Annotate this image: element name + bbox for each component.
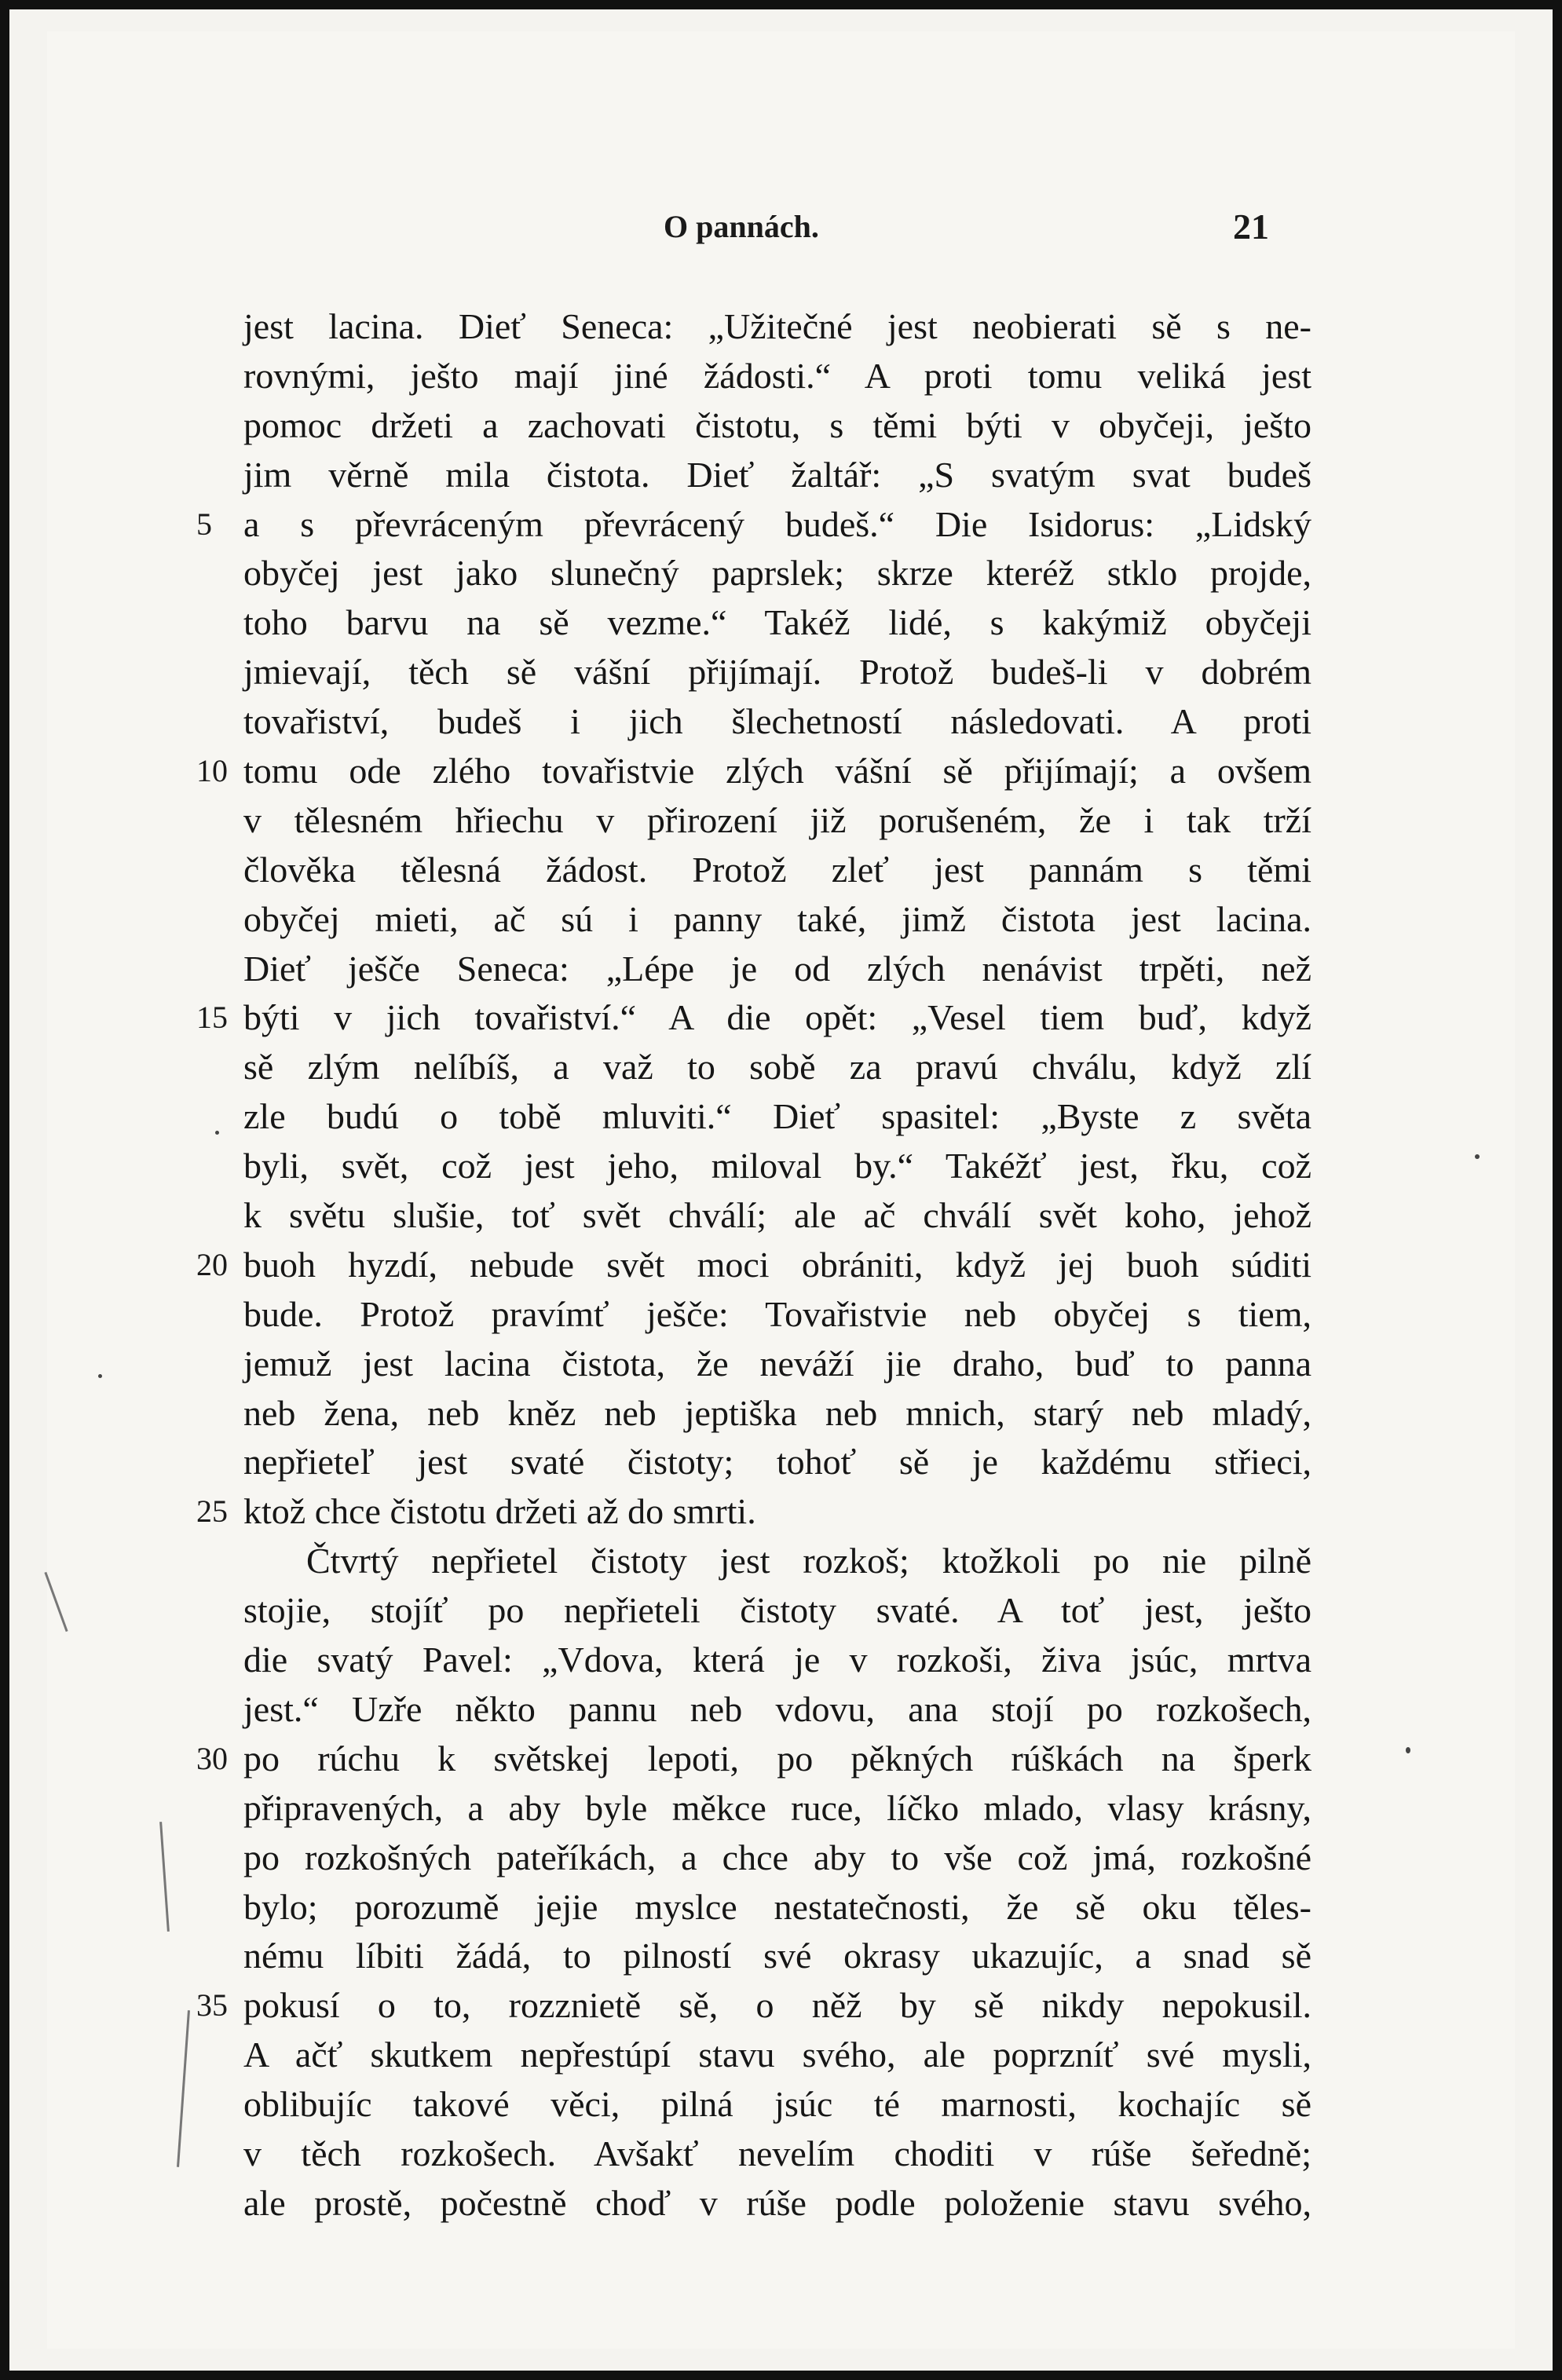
text-line	[243, 352, 1311, 401]
text-line	[243, 2179, 1311, 2228]
text-line	[243, 401, 1311, 451]
text-line	[243, 598, 1311, 648]
running-head: O pannách.	[664, 209, 819, 244]
text-line	[243, 697, 1311, 747]
line-text: Čtvrtý nepřietel čistoty jest rozkoš; ktožkoli po nie pilně	[306, 1541, 1311, 1581]
text-line	[243, 1833, 1311, 1883]
text-line	[196, 993, 1311, 1043]
text-line	[243, 2031, 1311, 2080]
line-number: 25	[196, 1493, 228, 1530]
text-line	[196, 1487, 1311, 1537]
line-text: býti v jich tovařiství.“ A die opět: „Vesel tiem buď, když	[243, 997, 1311, 1038]
line-text: neb žena, neb kněz neb jeptiška neb mnich, starý neb mladý,	[243, 1392, 1311, 1433]
line-text: Dieť ješče Seneca: „Lépe je od zlých nenávist trpěti, než	[243, 948, 1311, 989]
line-text: die svatý Pavel: „Vdova, která je v rozkoši, živa jsúc, mrtva	[243, 1640, 1311, 1680]
body-text	[196, 302, 1311, 2228]
text-line	[243, 1092, 1311, 1142]
text-line	[243, 2080, 1311, 2130]
line-text: v tělesném hřiechu v přirození již porušeném, že i tak trží	[243, 799, 1311, 840]
line-text: jmievají, těch sě vášní přijímají. Protož budeš-li v dobrém	[243, 652, 1311, 693]
line-text: buoh hyzdí, nebude svět moci obrániti, když jej buoh súditi	[243, 1244, 1311, 1285]
line-text: jest lacina. Dieť Seneca: „Užitečné jest neobierati sě s ne-	[243, 306, 1311, 346]
line-text: k světu slušie, toť svět chválí; ale ač chválí svět koho, jehož	[243, 1195, 1311, 1236]
text-line	[243, 1340, 1311, 1389]
text-line	[243, 1685, 1311, 1735]
line-text: jim věrně mila čistota. Dieť žaltář: „S svatým svat budeš	[243, 454, 1311, 495]
line-text: stojie, stojíť po nepřieteli čistoty svaté. A toť jest, ješto	[243, 1590, 1311, 1631]
line-text: pokusí o to, rozznietě sě, o něž by sě nikdy nepokusil.	[243, 1985, 1311, 2026]
text-line	[243, 1932, 1311, 1981]
line-text: obyčej mieti, ač sú i panny také, jimž čistota jest lacina.	[243, 898, 1311, 939]
line-number: 20	[196, 1246, 228, 1282]
line-text: obyčej jest jako slunečný paprslek; skrze kteréž stklo projde,	[243, 553, 1311, 594]
line-text: bylo; porozumě jejie myslce nestatečnosti, že sě oku těles-	[243, 1886, 1311, 1927]
line-text: zle budú o tobě mluviti.“ Dieť spasitel: „Byste z světa	[243, 1096, 1311, 1137]
line-text: A ačť skutkem nepřestúpí stavu svého, ale poprzníť své mysli,	[243, 2035, 1311, 2075]
page-header	[0, 196, 1562, 247]
text-line	[243, 945, 1311, 994]
line-text: nepřieteľ jest svaté čistoty; tohoť sě je každému střieci,	[243, 1442, 1311, 1482]
text-line	[243, 846, 1311, 895]
text-line	[243, 796, 1311, 846]
text-line	[243, 1290, 1311, 1340]
line-text: člověka tělesná žádost. Protož zleť jest pannám s těmi	[243, 849, 1311, 890]
scan-speck	[1406, 1747, 1410, 1753]
line-text: tovařiství, budeš i jich šlechetností následovati. A proti	[243, 701, 1311, 742]
text-line	[243, 1142, 1311, 1191]
line-number: 30	[196, 1740, 228, 1776]
line-text: jest.“ Uzře někto pannu neb vdovu, ana stojí po rozkošech,	[243, 1688, 1311, 1729]
text-line	[243, 1191, 1311, 1241]
text-line	[196, 1735, 1311, 1784]
line-text: sě zlým nelíbíš, a važ to sobě za pravú chválu, když zlí	[243, 1047, 1311, 1088]
scan-speck	[1475, 1154, 1480, 1159]
text-line	[243, 895, 1311, 945]
text-line	[243, 302, 1311, 352]
line-number: 5	[196, 506, 212, 542]
text-line	[243, 1883, 1311, 1932]
text-line	[243, 451, 1311, 500]
line-number: 10	[196, 753, 228, 789]
text-line	[243, 1784, 1311, 1833]
line-number: 35	[196, 1987, 228, 2024]
text-line	[196, 500, 1311, 550]
line-text: pomoc držeti a zachovati čistotu, s těmi býti v obyčeji, ješto	[243, 404, 1311, 445]
line-text: ktož chce čistotu držeti až do smrti.	[243, 1491, 756, 1532]
line-text: tomu ode zlého tovařistvie zlých vášní sě přijímají; a ovšem	[243, 751, 1311, 792]
text-line	[243, 648, 1311, 697]
line-text: ale prostě, počestně choď v rúše podle položenie stavu svého,	[243, 2182, 1311, 2223]
text-line	[243, 1586, 1311, 1636]
text-line	[196, 747, 1311, 796]
line-text: připravených, a aby byle měkce ruce, líčko mlado, vlasy krásny,	[243, 1787, 1311, 1828]
text-line	[243, 2130, 1311, 2179]
line-text: nému líbiti žádá, to pilností své okrasy ukazujíc, a snad sě	[243, 1936, 1311, 1976]
text-line	[243, 549, 1311, 598]
scan-speck	[215, 1131, 219, 1135]
text-line	[243, 1043, 1311, 1092]
page-number: 21	[1233, 207, 1269, 247]
text-line	[243, 1537, 1311, 1586]
line-text: po rozkošných pateříkách, a chce aby to vše což jmá, rozkošné	[243, 1837, 1311, 1877]
text-line	[196, 1981, 1311, 2031]
line-text: byli, svět, což jest jeho, miloval by.“ Takéžť jest, řku, což	[243, 1146, 1311, 1186]
line-text: bude. Protož pravímť ješče: Tovařistvie neb obyčej s tiem,	[243, 1293, 1311, 1334]
text-line	[243, 1389, 1311, 1439]
line-text: oblibujíc takové věci, pilná jsúc té marnosti, kochajíc sě	[243, 2084, 1311, 2125]
line-text: rovnými, ješto mají jiné žádosti.“ A proti tomu veliká jest	[243, 355, 1311, 396]
text-line	[243, 1636, 1311, 1685]
scan-speck	[98, 1374, 102, 1378]
line-text: a s převráceným převrácený budeš.“ Die Isidorus: „Lidský	[243, 503, 1311, 544]
line-text: jemuž jest lacina čistota, že neváží jie draho, buď to panna	[243, 1343, 1311, 1384]
line-text: v těch rozkošech. Avšakť nevelím choditi v rúše šeředně;	[243, 2133, 1311, 2173]
text-line	[243, 1438, 1311, 1487]
line-number: 15	[196, 1000, 228, 1036]
line-text: po rúchu k světskej lepoti, po pěkných rúškách na šperk	[243, 1738, 1311, 1779]
text-line	[196, 1241, 1311, 1290]
line-text: toho barvu na sě vezme.“ Takéž lidé, s kakýmiž obyčeji	[243, 602, 1311, 643]
